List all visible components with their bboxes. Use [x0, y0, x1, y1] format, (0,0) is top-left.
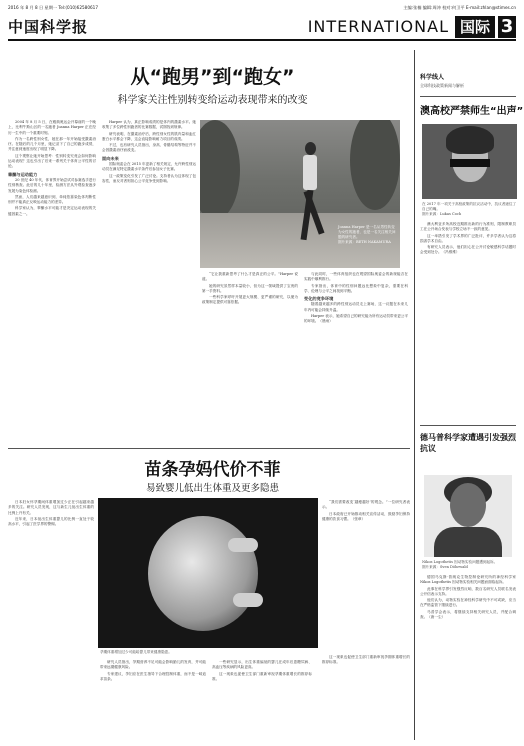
sidebar-story1-body [420, 222, 516, 407]
paragraph: 此事在科学界引发强烈反响，数百名研究人员联名发表公开信表示支持。 [420, 586, 516, 596]
photo-credit: 图片来源：BETH NAKAMURA [338, 240, 391, 244]
article2-column-3 [212, 660, 312, 740]
paragraph: “它让我重新思考了什么才是真正的公平。”Harper 说道。 [202, 272, 298, 282]
paragraph: 2004 年 8 月 5 日，在雅典奥运会开幕前的一个晚上，比利牛斯山区的一名跑者 Joanna Harper 正在经历一生中的一个重要时刻。 [8, 120, 96, 135]
paragraph: 马普学会表示，将继续支持相关研究人员，并配合调查。（唐一尘） [420, 609, 516, 620]
paragraph: 随着越来越多的跨性别运动员走上赛场，这一议题在未来几年内可能会持续升温。 [304, 302, 408, 312]
article1-column-1 [8, 120, 96, 450]
caption-text: Nikos Logothetis 因动物实验问题遭到起诉。 [422, 560, 498, 564]
section-subtitle: 变化的竞争环境 [304, 296, 334, 302]
section-subtitle: 睾酮与运动能力 [8, 171, 38, 177]
section-title-cn: 国际 [455, 16, 495, 38]
article1-subheadline: 科学家关注性别转变给运动表现带来的改变 [117, 95, 308, 106]
caption-text: Joanna Harper 是一名从男性转变为女性的跑者，也是一名关注相关问题的研究者。 [338, 225, 396, 239]
protest-photo [422, 124, 517, 199]
belly-shape [148, 516, 258, 631]
portrait-photo [424, 475, 512, 557]
paragraph: 德国马克斯·普朗克生物控制论研究所的神经科学家 Nikos Logothetis 因动物实验相关问题而面临起诉。 [420, 575, 516, 585]
sidebar-rule [420, 425, 516, 426]
protest-photo-caption [422, 202, 517, 217]
paragraph: Harper 表示，她希望自己的研究能为所有运动员带来更公平的环境。（晨雨） [304, 314, 408, 324]
runner-photo-caption [338, 225, 398, 245]
face-shape [450, 483, 486, 527]
paragraph: 他们认为，动物实验在神经科学研究中不可或缺，应当在严格监管下继续进行。 [420, 598, 516, 608]
paragraph: Harper 认为，真正影响成绩的是体内的激素水平。她收集了多位跨性别跑者的比赛数据，试图找到规律。 [102, 120, 196, 130]
paragraph: 日本妇女怀孕期间体重增加过少正在引起越来越多的关注。研究人员发现，这与新生儿低出生体重的比例上升有关。 [8, 500, 94, 515]
paragraph: 一些科学家呼吁开展更大规模、更严谨的研究，以便为政策制定提供可靠依据。 [202, 295, 298, 305]
page-meta-bar [8, 3, 516, 13]
paragraph: 专家指出，体育中的性别问题远比想象中复杂，需要在科学、伦理与公平之间找到平衡。 [304, 283, 408, 293]
paragraph: 专家建议，孕妇应在医生指导下合理控制体重，而不是一味追求苗条。 [100, 671, 206, 681]
pregnancy-photo-caption: 孕期体重增加过少可能给婴儿带来健康隐患。 [100, 650, 172, 654]
kicker-subtitle: 全球科技政策新闻与解析 [420, 83, 464, 88]
newspaper-logo: 中国科学报 [8, 18, 89, 36]
paragraph: 这一举措引发了学术界的广泛批评，许多学者认为这将损害学术自由。 [420, 233, 516, 243]
body-shape [434, 527, 502, 557]
article1-column-4 [304, 272, 408, 450]
article2-subheadline: 易致婴儿低出生体重及更多隐患 [145, 483, 279, 494]
photo-credit: 图片来源：Lukas Coch [422, 212, 462, 216]
paragraph: 这一现象也促使卫生部门重新审视孕期体重增长的推荐标准。 [322, 655, 410, 665]
paragraph: 国际奥委会在 2015 年更新了相关规定，允许跨性别运动员在满足特定激素水平条件后参加女子比赛。 [102, 162, 196, 172]
paragraph: 她的研究虽然样本量较小，但为这一领域提供了宝贵的第一手资料。 [202, 283, 298, 293]
sidebar-rule [420, 96, 516, 97]
paragraph: 这一政策变化引发了广泛讨论。支持者认为这体现了包容性，而反对者则担心公平竞争受到影响。 [102, 173, 196, 183]
article2-column-4 [322, 500, 410, 650]
sidebar-story1-title: 澳高校严禁师生“出声” [420, 106, 524, 117]
paragraph: 科学家认为，睾酮水平可能才是决定运动表现的关键因素之一。 [8, 206, 96, 216]
tree-shape [200, 120, 240, 220]
photo-credit: 图片来源：Sven Döhrwald [422, 565, 468, 569]
section-title-en: INTERNATIONAL [307, 17, 449, 36]
paragraph: 不过，也有研究人员指出，身高、骨骼结构等特征并不会因激素治疗而改变。 [102, 143, 196, 153]
editor-info: 主编:张楠 编辑:周冲 校对:何卫平 E-mail:zhlan@stimes.cn [403, 5, 516, 10]
issue-date-phone: 2016 年 8 月 8 日 星期一 Tel:(010)62580617 [8, 5, 98, 10]
paragraph: 然而，人们越来越意识到，单纯依靠染色体判断性别并不能真正反映运动能力的差异。 [8, 194, 96, 205]
paragraph: 有研究人员表示，他们担心在公开讨论敏感科学话题时会受到处分。（冯维维） [420, 245, 516, 255]
article1-column-3 [202, 272, 298, 450]
paragraph: 近年来，日本低出生体重婴儿的比例一直处于较高水平，引起了医学界的警惕。 [8, 516, 94, 527]
paragraph: 澳大利亚多所高校近期推出新的行为准则，限制教职员工在公开场合发表与学校立场不一致的意见。 [420, 222, 516, 232]
paragraph: 作为一名跨性别女性，她在那一年开始接受激素治疗。在随后的几个月里，她记录下了自己的跑步成绩，并注意到速度出现了明显下降。 [8, 136, 96, 152]
sidebar-divider [414, 50, 415, 740]
article1-column-2 [102, 120, 196, 450]
sidebar-story2-title: 德马普科学家遭遇引发强烈抗议 [420, 433, 516, 453]
article2-headline: 苗条孕妈代价不菲 [144, 460, 281, 480]
article-divider [8, 448, 410, 449]
paragraph: 这一现象也促使卫生部门重新审视孕期体重增长的推荐标准。 [212, 671, 312, 681]
paragraph: “我们需要改变‘越瘦越好’的观念。”一位研究者表示。 [322, 500, 410, 510]
paragraph: 与此同时，一些体育组织也在观望国际奥委会的新规能否在实践中顺利推行。 [304, 272, 408, 282]
paragraph: 研究人员指出，孕期营养不足可能会影响胎儿的发育，并可能带来远期健康风险。 [100, 660, 206, 670]
runner-torso [303, 155, 317, 190]
page-number: 3 [498, 16, 516, 38]
pregnancy-photo [98, 498, 318, 648]
paragraph: 20 世纪 40 年代，体育界开始尝试对参赛选手进行性别核查。此后的几十年里，检测方法从外观检查逐步发展为染色体检测。 [8, 177, 96, 193]
runner-figure [295, 142, 325, 252]
caption-text: 在 2017 年一项关于高校政策的抗议活动中，抗议者遮住了自己的嘴。 [422, 202, 517, 211]
sidebar-kicker [420, 72, 464, 89]
sidebar-story2-body [420, 575, 516, 740]
paragraph: 日本政府已开始推动相关宣传活动，鼓励孕妇保持健康的饮食习惯。（张章） [322, 511, 410, 521]
article1-headline: 从“跑男”到“跑女” [130, 66, 295, 88]
hand-shape [228, 538, 258, 552]
tape-over-mouth [450, 159, 490, 167]
hand-shape [233, 593, 263, 607]
runner-head [305, 142, 316, 155]
paragraph: 一些研究显示，出生体重偏低的婴儿在成年后患糖尿病、高血压等疾病的风险更高。 [212, 660, 312, 670]
section-subtitle: 面向未来 [102, 155, 119, 161]
runner-photo [200, 120, 400, 268]
masthead [8, 14, 516, 41]
kicker-title: 科学线人 [420, 74, 445, 81]
paragraph: 这个观察让她开始思考：性别转变究竟会如何影响运动表现？这也引出了后来一系列关于体育公平性的讨论。 [8, 153, 96, 169]
paragraph: 研究表明，在激素治疗后，跨性别女性的肌肉量和血红蛋白水平都会下降，这会直接影响耐力项目的成绩。 [102, 131, 196, 141]
hair-shape [446, 126, 494, 154]
article2-column-1 [8, 500, 94, 740]
article2-column-5 [322, 655, 410, 740]
article2-column-2 [100, 660, 206, 740]
portrait-photo-caption [422, 560, 517, 570]
tree-shape [350, 120, 400, 210]
